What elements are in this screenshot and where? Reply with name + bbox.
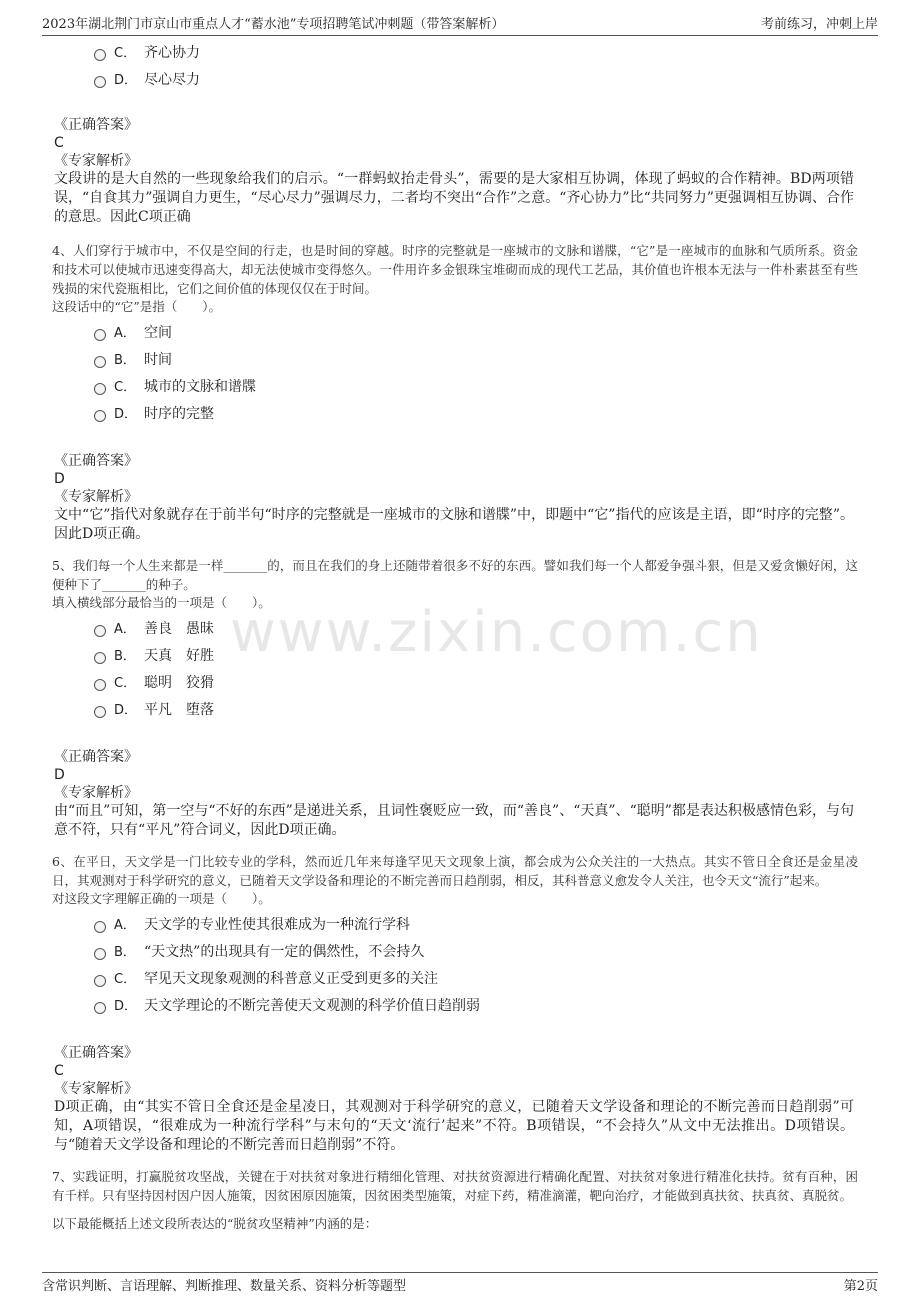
question-6-prompt: 对这段文字理解正确的一项是（ ）。 (52, 891, 271, 906)
option-c[interactable]: C． 聪明 狡猾 (54, 670, 854, 697)
option-d[interactable]: D． 时序的完整 (54, 401, 854, 428)
radio-button[interactable] (94, 975, 106, 987)
radio-button[interactable] (94, 356, 106, 368)
question-7-stem: 7、实践证明，打赢脱贫攻坚战，关键在于对扶贫对象进行精细化管理、对扶贫资源进行精确化配置、对扶贫对象进行精准化扶持。贫有百种，困有千样。只有坚持因村因户因人施策，因贫困原因施策，因贫困类型施策，对症下药，精准滴灌，靶向治疗，才能做到真扶贫、扶真贫、真脱贫。 (52, 1169, 858, 1203)
option-a[interactable]: A． 善良 愚昧 (54, 616, 854, 643)
option-a[interactable]: A． 天文学的专业性使其很难成为一种流行学科 (54, 912, 854, 939)
footer-description: 含常识判断、言语理解、判断推理、数量关系、资料分析等题型 (42, 1278, 407, 1294)
answer-value: C (54, 1063, 64, 1079)
analysis-text: 由“而且”可知，第一空与“不好的东西”是递进关系，且词性褒贬应一致，而“善良”、“天真”、“聪明”都是表达积极感情色彩，与句意不符，只有“平凡”符合词义，因此D项正确。 (54, 803, 854, 838)
analysis-text: 文段讲的是大自然的一些现象给我们的启示。“一群蚂蚁抬走骨头”，需要的是大家相互协调，体现了蚂蚁的合作精神。BD两项错误，“自食其力”强调自力更生，“尽心尽力”强调尽力，二者均不突出“合作”之意。“齐心协力”比“共同努力”更强调相互协调、合作的意思。因此C项正确 (54, 171, 854, 225)
document-title: 2023年湖北荆门市京山市重点人才“蓄水池”专项招聘笔试冲刺题（带答案解析） (42, 17, 505, 32)
analysis-label: 《专家解析》 (54, 153, 138, 169)
radio-button[interactable] (94, 679, 106, 691)
radio-button[interactable] (94, 49, 106, 61)
radio-button[interactable] (94, 706, 106, 718)
radio-button[interactable] (94, 1002, 106, 1014)
option-a[interactable]: A． 空间 (54, 320, 854, 347)
radio-button[interactable] (94, 329, 106, 341)
answer-label: 《正确答案》 (54, 1045, 138, 1061)
analysis-text: 文中“它”指代对象就存在于前半句“时序的完整就是一座城市的文脉和谱牒”中，即题中“它”指代的应该是主语，即“时序的完整”。因此D项正确。 (54, 507, 854, 542)
question-4-stem: 4、人们穿行于城市中，不仅是空间的行走，也是时间的穿越。时序的完整就是一座城市的文脉和谱牒，“它”是一座城市的血脉和气质所系。资金和技术可以使城市迅速变得高大，却无法使城市变得悠久。一件用许多金银珠宝堆砌而成的现代工艺品，其价值也许根本无法与一件朴素甚至有些残损的宋代瓷瓶相比，它们之间价值的体现仅仅在于时间。 (52, 243, 858, 296)
header-slogan: 考前练习，冲刺上岸 (760, 17, 878, 32)
option-d[interactable]: D． 天文学理论的不断完善使天文观测的科学价值日趋削弱 (54, 993, 854, 1020)
answer-value: D (54, 767, 65, 783)
answer-label: 《正确答案》 (54, 117, 138, 133)
radio-button[interactable] (94, 383, 106, 395)
watermark: www.zixin.com.cn (230, 600, 763, 665)
analysis-text: D项正确，由“其实不管日全食还是金星凌日，其观测对于科学研究的意义，已随着天文学设备和理论的不断完善而日趋削弱”可知，A项错误，“很难成为一种流行学科”与末句的“天文‘流行’起来”不符。B项错误，“不会持久”从文中无法推出。D项错误。与“随着天文学设备和理论的不断完善而日趋削弱”不符。 (54, 1099, 854, 1153)
option-c[interactable]: C． 罕见天文现象观测的科普意义正受到更多的关注 (54, 966, 854, 993)
option-c[interactable]: C． 城市的文脉和谱牒 (54, 374, 854, 401)
option-d[interactable]: D． 平凡 堕落 (54, 697, 854, 724)
analysis-label: 《专家解析》 (54, 1081, 138, 1097)
question-6-stem: 6、在平日，天文学是一门比较专业的学科，然而近几年来每逢罕见天文现象上演，都会成为公众关注的一大热点。其实不管日全食还是金星凌日，其观测对于科学研究的意义，已随着天文学设备和理论的不断完善而日趋削弱，相反，其科普意义愈发令人关注，也令天文“流行”起来。 (52, 854, 858, 888)
page-header (42, 10, 878, 36)
page-footer (42, 1272, 878, 1295)
option-b[interactable]: B． 时间 (54, 347, 854, 374)
answer-label: 《正确答案》 (54, 749, 138, 765)
option-c[interactable]: C． 齐心协力 (54, 40, 854, 67)
question-5-stem: 5、我们每一个人生来都是一样_______的，而且在我们的身上还随带着很多不好的东西。譬如我们每一个人都爱争强斗狠，但是又爱贪懒好闲，这便种下了_______的种子。 (52, 558, 858, 592)
option-b[interactable]: B． 天真 好胜 (54, 643, 854, 670)
option-d[interactable]: D． 尽心尽力 (54, 67, 854, 94)
analysis-label: 《专家解析》 (54, 489, 138, 505)
page-content (52, 40, 858, 1233)
answer-label: 《正确答案》 (54, 453, 138, 469)
option-b[interactable]: B． “天文热”的出现具有一定的偶然性，不会持久 (54, 939, 854, 966)
radio-button[interactable] (94, 410, 106, 422)
question-7-prompt: 以下最能概括上述文段所表达的“脱贫攻坚精神”内涵的是： (52, 1216, 378, 1231)
radio-button[interactable] (94, 921, 106, 933)
radio-button[interactable] (94, 652, 106, 664)
radio-button[interactable] (94, 625, 106, 637)
page-number: 第2页 (843, 1278, 878, 1294)
question-4-prompt: 这段话中的“它”是指（ ）。 (52, 299, 222, 314)
question-3-options (54, 40, 854, 94)
answer-value: D (54, 471, 65, 487)
answer-value: C (54, 135, 64, 151)
radio-button[interactable] (94, 76, 106, 88)
question-5-prompt: 填入横线部分最恰当的一项是（ ）。 (52, 595, 271, 610)
radio-button[interactable] (94, 948, 106, 960)
analysis-label: 《专家解析》 (54, 785, 138, 801)
